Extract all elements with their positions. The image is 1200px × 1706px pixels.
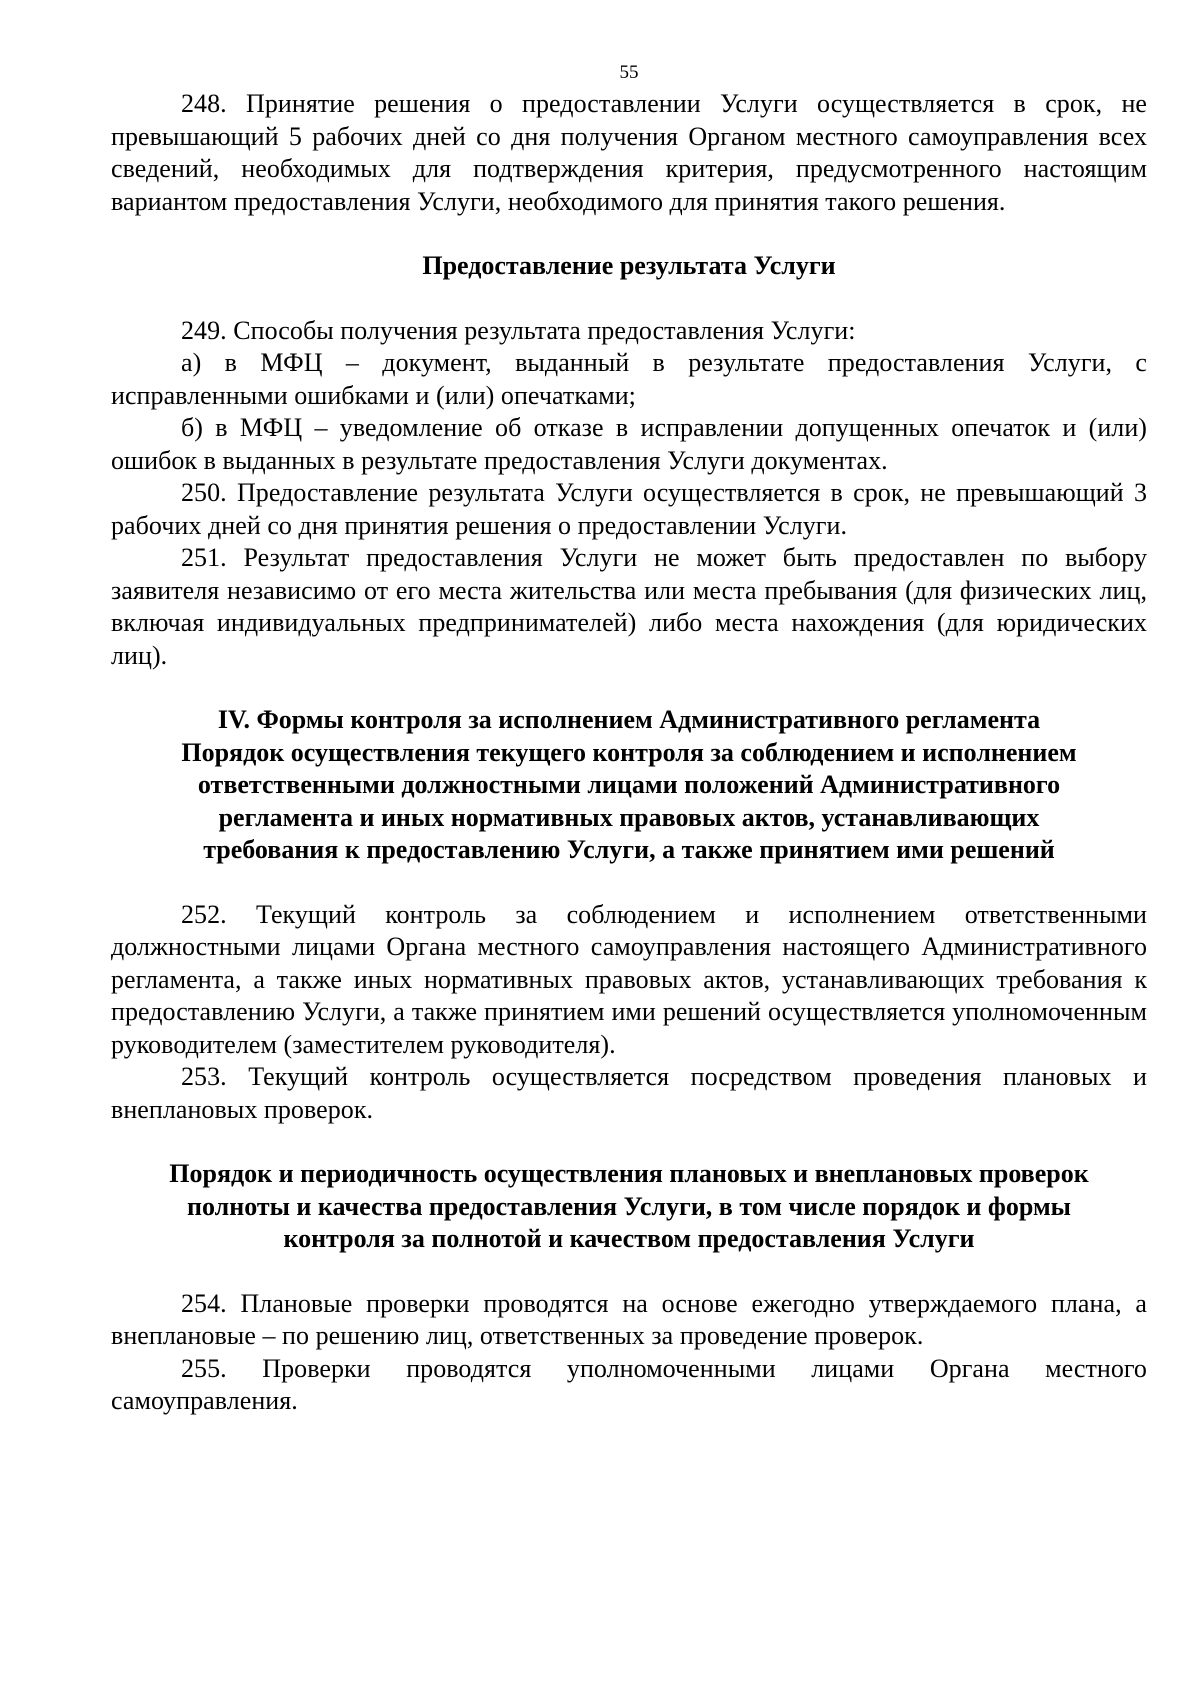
heading-line: регламента и иных нормативных правовых актов, устанавливающих [218, 802, 1040, 832]
heading-line: полноты и качества предоставления Услуги, в том числе порядок и формы [187, 1191, 1071, 1221]
paragraph-251: 251. Результат предоставления Услуги не может быть предоставлен по выбору заявителя независимо от его места жительства или места пребывания (для физических лиц, включая индивидуальных предпринимателей) либо места нахождения (для юридических лиц). [111, 543, 1147, 670]
paragraph-253: 253. Текущий контроль осуществляется посредством проведения плановых и внеплановых проверок. [111, 1062, 1147, 1124]
paragraph-248: 248. Принятие решения о предоставлении Услуги осуществляется в срок, не превышающий 5 рабочих дней со дня получения Органом местного самоуправления всех сведений, необходимых для подтверждения критерия, предусмотренного настоящим вариантом предоставления Услуги, необходимого для принятия такого решения. [111, 89, 1147, 216]
paragraph-250: 250. Предоставление результата Услуги осуществляется в срок, не превышающий 3 рабочих дней со дня принятия решения о предоставлении Услуги. [111, 478, 1147, 540]
paragraph-252: 252. Текущий контроль за соблюдением и исполнением ответственными должностными лицами Органа местного самоуправления настоящего Административного регламента, а также иных нормативных правовых актов, устанавливающих требования к предоставлению Услуги, а также принятием ими решений осуществляется уполномоченным руководителем (заместителем руководителя). [111, 899, 1147, 1059]
heading-line: контроля за полнотой и качеством предоставления Услуги [283, 1224, 975, 1253]
paragraph-249-b: б) в МФЦ – уведомление об отказе в исправлении допущенных опечаток и (или) ошибок в выданных в результате предоставления Услуги документах. [111, 413, 1147, 475]
heading-line: ответственными должностными лицами положений Административного [197, 770, 1061, 799]
spacer [111, 672, 1147, 704]
spacer [111, 867, 1147, 899]
paragraph-249-a: а) в МФЦ – документ, выданный в результате предоставления Услуги, с исправленными ошибками и (или) опечатками; [111, 348, 1147, 410]
paragraph-249: 249. Способы получения результата предоставления Услуги: [181, 315, 856, 345]
heading-section-iv [111, 704, 1147, 867]
heading-line: Порядок осуществления текущего контроля за соблюдением и исполнением [181, 737, 1077, 767]
spacer [111, 1126, 1147, 1158]
heading-result: Предоставление результата Услуги [422, 251, 836, 280]
heading-checks [111, 1158, 1147, 1256]
document-page [111, 58, 1147, 1418]
spacer [111, 1256, 1147, 1288]
heading-line: Порядок и периодичность осуществления плановых и внеплановых проверок [169, 1159, 1089, 1188]
heading-line: требования к предоставлению Услуги, а также принятием ими решений [203, 835, 1055, 864]
page-number: 55 [619, 62, 639, 83]
paragraph-255: 255. Проверки проводятся уполномоченными лицами Органа местного самоуправления. [111, 1353, 1147, 1415]
paragraph-254: 254. Плановые проверки проводятся на основе ежегодно утверждаемого плана, а внеплановые – по решению лиц, ответственных за проведение проверок. [111, 1288, 1147, 1350]
spacer [111, 283, 1147, 315]
heading-line: IV. Формы контроля за исполнением Административного регламента [217, 705, 1041, 734]
spacer [111, 218, 1147, 250]
